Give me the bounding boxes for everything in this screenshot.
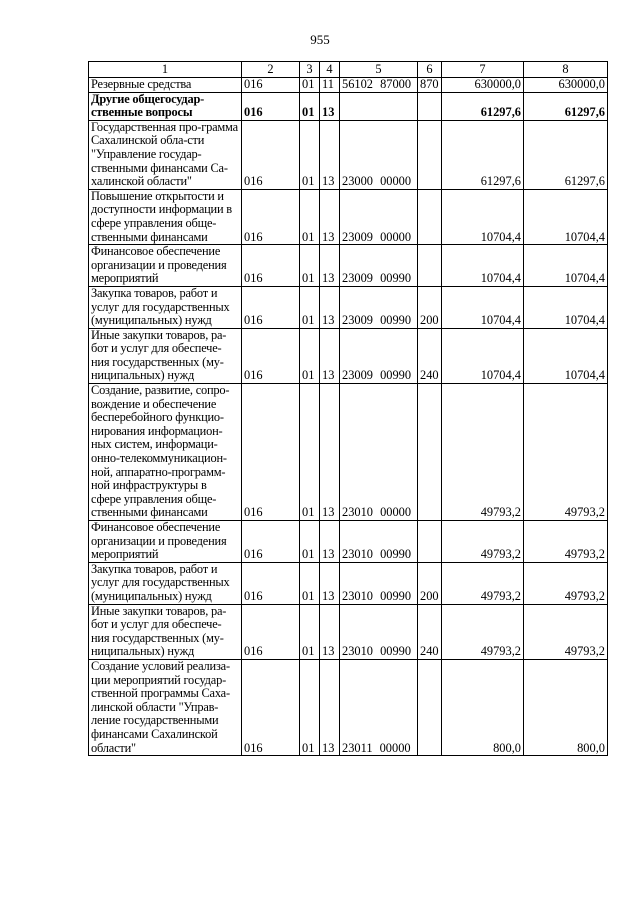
amount-col7: 630000,0 [442,78,524,93]
item-name: Другие общегосудар-ственные вопросы [89,92,242,120]
table-row [89,92,608,120]
ministry-code: 016 [242,245,300,287]
expense-type-code [418,521,442,563]
section-code: 01 [300,328,320,383]
amount-col7: 49793,2 [442,562,524,604]
table-row [89,328,608,383]
column-header-6: 6 [418,62,442,78]
subsection-code: 13 [320,604,340,659]
ministry-code: 016 [242,604,300,659]
amount-col8: 10704,4 [524,245,608,287]
budget-table [88,61,608,756]
section-code: 01 [300,189,320,244]
amount-col8: 49793,2 [524,604,608,659]
amount-col8: 800,0 [524,659,608,755]
amount-col8: 61297,6 [524,92,608,120]
target-article-code: 23009 00990 [340,245,418,287]
amount-col7: 800,0 [442,659,524,755]
item-name: Финансовое обеспечение организации и проведения мероприятий [89,245,242,287]
target-article-code: 56102 87000 [340,78,418,93]
expense-type-code: 870 [418,78,442,93]
expense-type-code [418,189,442,244]
amount-col7: 49793,2 [442,384,524,521]
expense-type-code [418,245,442,287]
item-name: Повышение открытости и доступности информации в сфере управления обще-ственными финансами [89,189,242,244]
amount-col7: 10704,4 [442,245,524,287]
page-number: 955 [310,32,330,47]
amount-col7: 10704,4 [442,286,524,328]
section-code: 01 [300,120,320,189]
expense-type-code: 200 [418,562,442,604]
subsection-code: 13 [320,562,340,604]
amount-col8: 630000,0 [524,78,608,93]
target-article-code [340,92,418,120]
item-name: Иные закупки товаров, ра-бот и услуг для обеспече-ния государственных (му-ниципальных) нужд [89,328,242,383]
table-row [89,659,608,755]
section-code: 01 [300,92,320,120]
amount-col8: 61297,6 [524,120,608,189]
column-header-7: 7 [442,62,524,78]
column-header-1: 1 [89,62,242,78]
subsection-code: 13 [320,521,340,563]
subsection-code: 13 [320,286,340,328]
amount-col7: 61297,6 [442,120,524,189]
table-row [89,245,608,287]
item-name: Создание, развитие, сопро-вождение и обеспечение бесперебойного функцио-нирования информацион-ных систем, информаци-онно-телекоммуникацион-ной, аппаратно-программ-ной инфраструктуры в сфере управления обще-ственными финансами [89,384,242,521]
item-name: Иные закупки товаров, ра-бот и услуг для обеспече-ния государственных (му-ниципальных) нужд [89,604,242,659]
subsection-code: 13 [320,384,340,521]
amount-col7: 61297,6 [442,92,524,120]
subsection-code: 13 [320,189,340,244]
table-row [89,286,608,328]
amount-col7: 10704,4 [442,189,524,244]
table-row [89,384,608,521]
ministry-code: 016 [242,120,300,189]
section-code: 01 [300,521,320,563]
amount-col8: 10704,4 [524,189,608,244]
expense-type-code: 240 [418,328,442,383]
amount-col8: 10704,4 [524,286,608,328]
table-row [89,189,608,244]
target-article-code: 23011 00000 [340,659,418,755]
subsection-code: 13 [320,328,340,383]
subsection-code: 13 [320,92,340,120]
table-row [89,120,608,189]
amount-col8: 10704,4 [524,328,608,383]
column-header-3: 3 [300,62,320,78]
ministry-code: 016 [242,189,300,244]
target-article-code: 23009 00000 [340,189,418,244]
target-article-code: 23010 00990 [340,604,418,659]
table-row [89,521,608,563]
item-name: Закупка товаров, работ и услуг для государственных (муниципальных) нужд [89,562,242,604]
target-article-code: 23009 00990 [340,286,418,328]
section-code: 01 [300,562,320,604]
section-code: 01 [300,659,320,755]
subsection-code: 13 [320,120,340,189]
amount-col8: 49793,2 [524,521,608,563]
ministry-code: 016 [242,92,300,120]
subsection-code: 13 [320,245,340,287]
column-number-row [89,62,608,78]
target-article-code: 23010 00990 [340,521,418,563]
expense-type-code: 200 [418,286,442,328]
subsection-code: 13 [320,659,340,755]
target-article-code: 23010 00000 [340,384,418,521]
expense-type-code [418,384,442,521]
section-code: 01 [300,245,320,287]
section-code: 01 [300,384,320,521]
expense-type-code [418,92,442,120]
column-header-8: 8 [524,62,608,78]
ministry-code: 016 [242,78,300,93]
expense-type-code [418,120,442,189]
ministry-code: 016 [242,659,300,755]
item-name: Создание условий реализа-ции мероприятий государ-ственной программы Саха-линской области "Управ-ление государственными финансами Сахалинской области" [89,659,242,755]
column-header-5: 5 [340,62,418,78]
column-header-2: 2 [242,62,300,78]
ministry-code: 016 [242,328,300,383]
item-name: Закупка товаров, работ и услуг для государственных (муниципальных) нужд [89,286,242,328]
target-article-code: 23009 00990 [340,328,418,383]
column-header-4: 4 [320,62,340,78]
table-body [89,62,608,756]
section-code: 01 [300,286,320,328]
subsection-code: 11 [320,78,340,93]
amount-col8: 49793,2 [524,562,608,604]
table-row [89,562,608,604]
amount-col8: 49793,2 [524,384,608,521]
section-code: 01 [300,604,320,659]
expense-type-code [418,659,442,755]
amount-col7: 49793,2 [442,521,524,563]
item-name: Государственная про-грамма Сахалинской обла-сти "Управление государ-ственными финансами Са-халинской области" [89,120,242,189]
table-row [89,78,608,93]
ministry-code: 016 [242,521,300,563]
amount-col7: 49793,2 [442,604,524,659]
target-article-code: 23000 00000 [340,120,418,189]
ministry-code: 016 [242,286,300,328]
target-article-code: 23010 00990 [340,562,418,604]
item-name: Резервные средства [89,78,242,93]
section-code: 01 [300,78,320,93]
ministry-code: 016 [242,384,300,521]
table-row [89,604,608,659]
amount-col7: 10704,4 [442,328,524,383]
ministry-code: 016 [242,562,300,604]
expense-type-code: 240 [418,604,442,659]
item-name: Финансовое обеспечение организации и проведения мероприятий [89,521,242,563]
